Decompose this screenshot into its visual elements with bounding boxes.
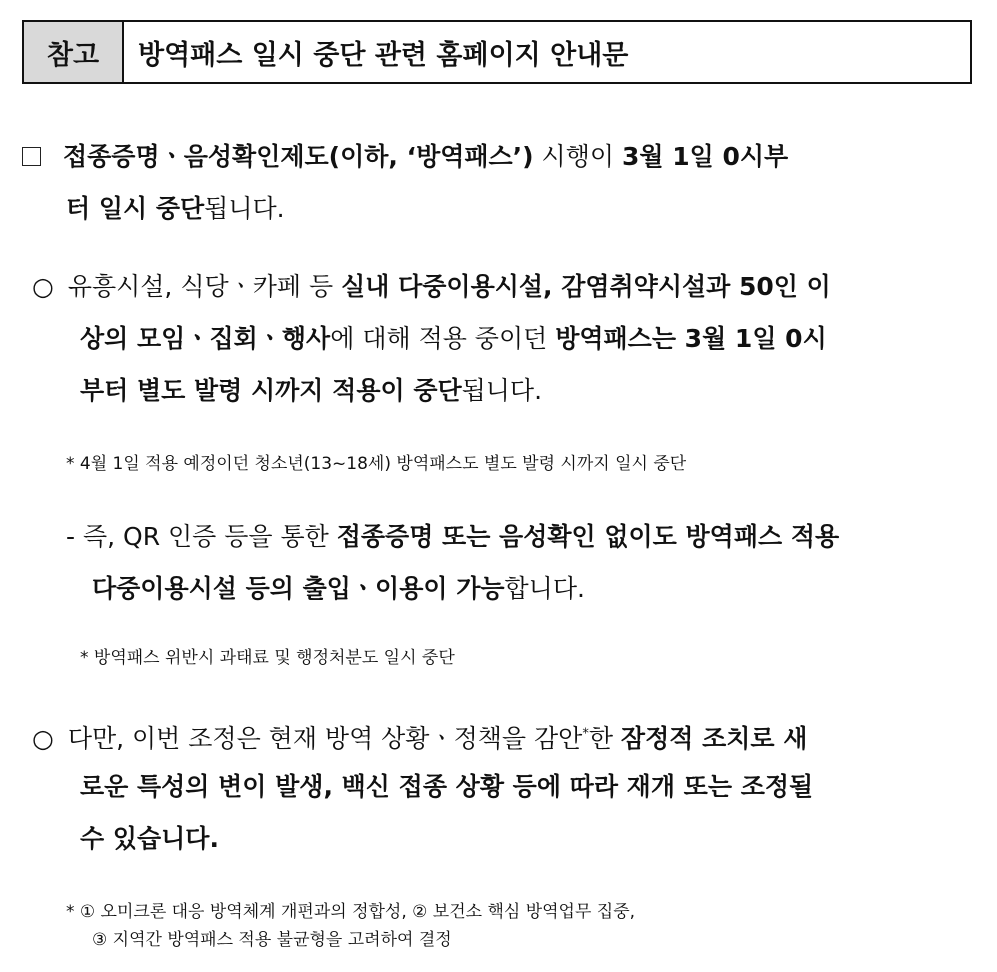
s3-line2 bbox=[92, 570, 585, 608]
text-run: 유흥시설, 식당ㆍ카페 등 bbox=[67, 272, 342, 301]
text-run: 부터 별도 발령 시까지 적용이 중단 bbox=[80, 376, 462, 405]
title-tag: 참고 bbox=[24, 22, 124, 82]
text-run: 접종증명 또는 음성확인 없이도 방역패스 적용 bbox=[336, 522, 840, 551]
text-run: 방역패스는 3월 1일 0시 bbox=[555, 324, 827, 353]
text-run: 다중이용시설 등의 출입ㆍ이용이 가능 bbox=[92, 574, 505, 603]
text-run: 에 대해 적용 중이던 bbox=[330, 324, 556, 353]
text-run: 수 있습니다. bbox=[80, 824, 219, 853]
page-title: 방역패스 일시 중단 관련 홈페이지 안내문 bbox=[138, 39, 629, 71]
text-run: 3월 1일 0시부 bbox=[621, 142, 789, 171]
s4-line3 bbox=[80, 820, 219, 858]
s4-footnote-2: ③ 지역간 방역패스 적용 불균형을 고려하여 결정 bbox=[92, 930, 452, 950]
text-run: - 즉, QR 인증 등을 통한 bbox=[66, 522, 337, 551]
text-run: 됩니다. bbox=[461, 376, 543, 405]
s1-line1 bbox=[22, 138, 788, 176]
text-run: * bbox=[582, 727, 589, 742]
s3-footnote: * 방역패스 위반시 과태료 및 행정처분도 일시 중단 bbox=[80, 648, 455, 668]
s1-line2 bbox=[66, 190, 285, 228]
text-run: 다만, 이번 조정은 현재 방역 상황ㆍ정책을 감안 bbox=[67, 724, 583, 754]
text-run: 터 일시 중단 bbox=[66, 194, 205, 223]
s2-line2 bbox=[80, 320, 827, 358]
s2-line3 bbox=[80, 372, 542, 410]
circle-bullet-icon: ○ bbox=[32, 272, 54, 301]
text-run: 됩니다. bbox=[204, 194, 285, 223]
s4-line2 bbox=[80, 768, 813, 806]
text-run: 실내 다중이용시설, 감염취약시설과 50인 이 bbox=[341, 272, 831, 301]
text-run: 상의 모임ㆍ집회ㆍ행사 bbox=[80, 324, 331, 353]
checkbox-bullet-icon bbox=[22, 147, 41, 166]
s4-footnote-1: * ① 오미크론 대응 방역체계 개편과의 정합성, ② 보건소 핵심 방역업무 집중, bbox=[66, 902, 636, 922]
text-run: 접종증명ㆍ음성확인제도(이하, ‘방역패스’) bbox=[63, 142, 534, 171]
s2-footnote: * 4월 1일 적용 예정이던 청소년(13~18세) 방역패스도 별도 발령 시까지 일시 중단 bbox=[66, 454, 687, 474]
text-run: 한 bbox=[588, 724, 621, 754]
text-run: 합니다. bbox=[504, 574, 585, 603]
text-run: 잠정적 조치로 새 bbox=[620, 724, 808, 754]
circle-bullet-icon: ○ bbox=[32, 724, 54, 754]
text-run: 로운 특성의 변이 발생, 백신 접종 상황 등에 따라 재개 또는 조정될 bbox=[80, 772, 814, 801]
title-box bbox=[22, 20, 972, 84]
s3-line1 bbox=[66, 518, 839, 556]
s2-line1 bbox=[32, 268, 831, 306]
text-run: 시행이 bbox=[533, 142, 622, 171]
s4-line1 bbox=[32, 716, 807, 758]
